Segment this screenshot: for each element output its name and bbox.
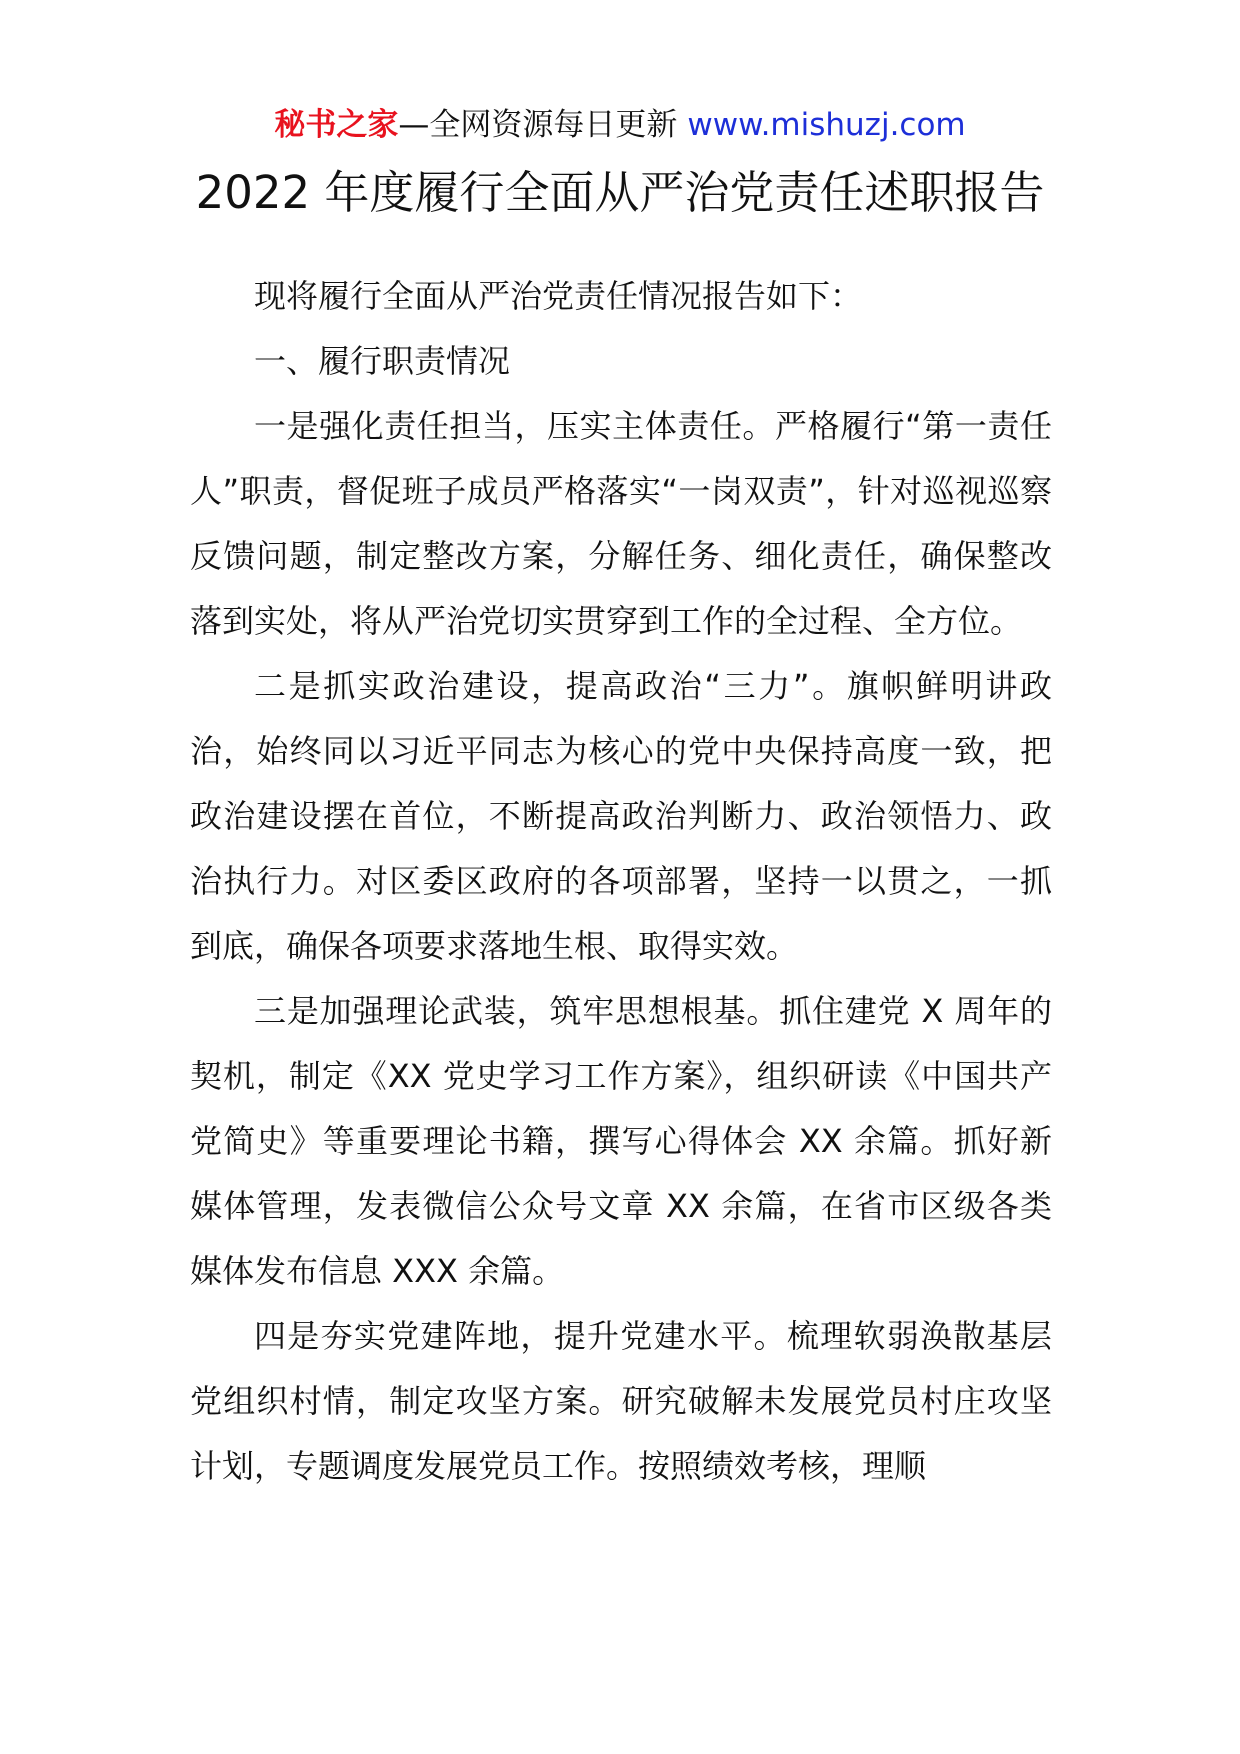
watermark-header (0, 104, 1240, 146)
document-body (190, 264, 1052, 1499)
brand-tagline: —全网资源每日更新 (398, 107, 678, 143)
site-url: www.mishuzj.com (687, 107, 966, 143)
paragraph-intro: 现将履行全面从严治党责任情况报告如下： (254, 277, 863, 315)
brand-name: 秘书之家 (274, 107, 399, 143)
section-heading: 一、履行职责情况 (254, 342, 511, 380)
paragraph: 二是抓实政治建设，提高政治“三力”。旗帜鲜明讲政治，始终同以习近平同志为核心的党中央保持高度一致，把政治建设摆在首位，不断提高政治判断力、政治领悟力、政治执行力。对区委区政府的各项部署，坚持一以贯之，一抓到底，确保各项要求落地生根、取得实效。 (190, 667, 1052, 965)
paragraph: 四是夯实党建阵地，提升党建水平。梳理软弱涣散基层党组织村情，制定攻坚方案。研究破解未发展党员村庄攻坚计划，专题调度发展党员工作。按照绩效考核，理顺 (190, 1317, 1052, 1485)
paragraph: 一是强化责任担当，压实主体责任。严格履行“第一责任人”职责，督促班子成员严格落实“一岗双责”，针对巡视巡察反馈问题，制定整改方案，分解任务、细化责任，确保整改落到实处，将从严治党切实贯穿到工作的全过程、全方位。 (190, 407, 1052, 640)
paragraph: 三是加强理论武装，筑牢思想根基。抓住建党 X 周年的契机，制定《XX 党史学习工作方案》，组织研读《中国共产党简史》等重要理论书籍，撰写心得体会 XX 余篇。抓好新媒体管理，发表微信公众号文章 XX 余篇，在省市区级各类媒体发布信息 XXX 余篇。 (190, 992, 1052, 1290)
document-title: 2022 年度履行全面从严治党责任述职报告 (195, 166, 1045, 219)
